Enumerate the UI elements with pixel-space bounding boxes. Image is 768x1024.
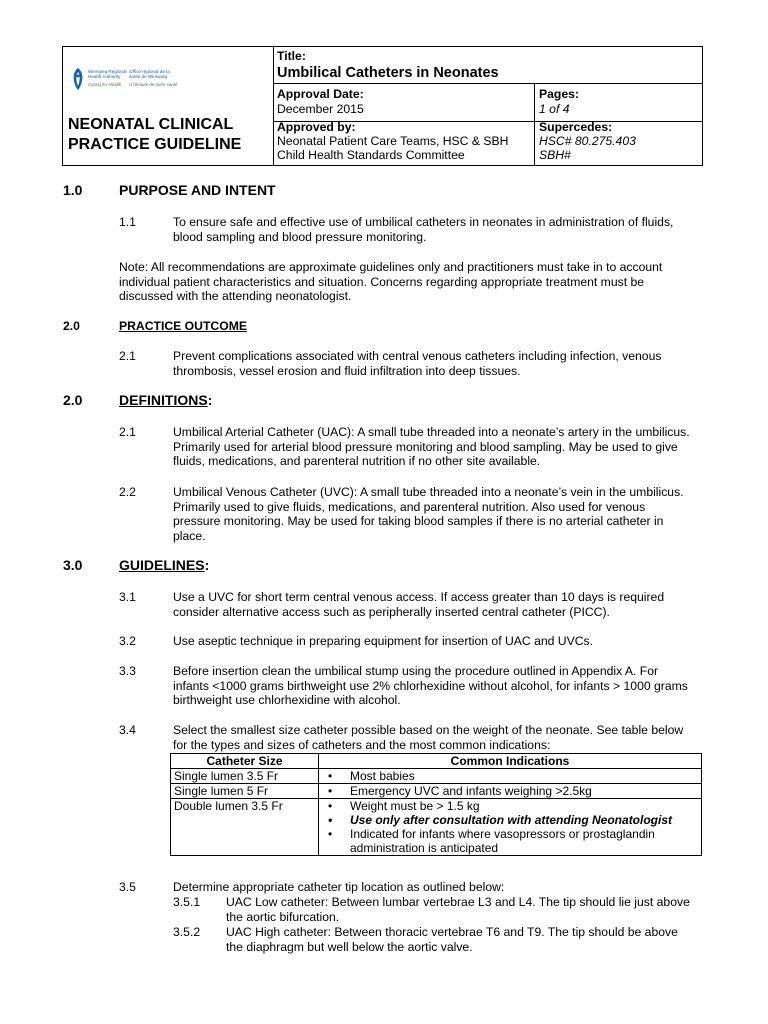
section-heading-definitions: DEFINITIONS: xyxy=(119,392,213,408)
item-number: 3.4 xyxy=(119,723,136,737)
table-header: Catheter Size xyxy=(171,754,319,769)
item-number: 3.2 xyxy=(119,634,136,648)
item-text: Use a UVC for short term central venous access. If access greater than 10 days is required consider alternative access such as peripherally inserted central catheter (PICC). xyxy=(173,590,665,619)
section-number-outcome: 2.0 xyxy=(63,319,80,333)
item-number: 2.1 xyxy=(119,349,136,363)
wrha-logo xyxy=(71,67,181,93)
table-row xyxy=(171,799,702,856)
item-number: 3.1 xyxy=(119,590,136,604)
table-row xyxy=(171,769,702,784)
item-number: 2.1 xyxy=(119,425,136,439)
wrha-logo-icon xyxy=(71,67,85,91)
table-header: Common Indications xyxy=(319,754,702,769)
table-cell xyxy=(319,784,702,799)
supercedes-label: Supercedes: xyxy=(539,120,613,134)
item-text: Prevent complications associated with central venous catheters including infection, venous thrombosis, vessel erosion and fluid infiltration into deep tissues. xyxy=(173,349,662,378)
logo-tagline-fr: À l'écoute de notre santé xyxy=(129,82,178,87)
logo-org-en: Winnipeg Regional Health Authority xyxy=(88,69,127,80)
item-number: 3.3 xyxy=(119,664,136,678)
approved-by-line1: Neonatal Patient Care Teams, HSC & SBH xyxy=(277,134,509,148)
section-number-purpose: 1.0 xyxy=(63,182,83,198)
item-text: Select the smallest size catheter possible based on the weight of the neonate. See table below for the types and sizes of catheters and the most common indications: xyxy=(173,723,684,752)
guideline-type-line1: NEONATAL CLINICAL xyxy=(68,116,234,133)
page-count: 1 of 4 xyxy=(539,102,570,116)
item-text: Umbilical Arterial Catheter (UAC): A small tube threaded into a neonate’s artery in the umbilicus. Primarily used for arterial blood pressure monitoring and blood sampling. May be used to give fluids, medications, and parenteral nutrition if no other site available. xyxy=(173,425,690,469)
logo-tagline-en: Caring for Health xyxy=(88,82,122,87)
item-number: 1.1 xyxy=(119,215,136,229)
item-number: 3.5 xyxy=(119,880,136,894)
approval-date: December 2015 xyxy=(277,102,364,116)
title-label: Title: xyxy=(277,49,306,63)
subitem-text: UAC High catheter: Between thoracic vertebrae T6 and T9. The tip should be above the diaphragm but well below the aortic valve. xyxy=(226,925,678,954)
table-row xyxy=(171,784,702,799)
item-text: Determine appropriate catheter tip location as outlined below: xyxy=(173,880,505,894)
list-item: • Indicated for infants where vasopressors or prostaglandin administration is anticipated xyxy=(350,827,698,855)
logo-org-fr: Office régional de la santé de Winnipeg xyxy=(129,69,170,80)
list-item: • Weight must be > 1.5 kg xyxy=(350,799,698,813)
section-number-guidelines: 3.0 xyxy=(63,557,83,573)
item-text: Before insertion clean the umbilical stump using the procedure outlined in Appendix A. For infants <1000 grams birthweight use 2% chlorhexidine without alcohol, for infants > 1000 grams birthweight use chlorhexidine with alcohol. xyxy=(173,664,688,708)
item-text: Umbilical Venous Catheter (UVC): A small tube threaded into a neonate’s vein in the umbilicus. Primarily used to give fluids, medications, and parenteral nutrition. Also used for venous pressure monitoring. May be used for taking blood samples if there is no arterial catheter in place. xyxy=(173,485,684,543)
approval-date-label: Approval Date: xyxy=(277,87,364,101)
catheter-table xyxy=(170,753,702,856)
list-item: • Emergency UVC and infants weighing >2.5kg xyxy=(350,784,698,798)
section-number-definitions: 2.0 xyxy=(63,392,83,408)
list-item: • Most babies xyxy=(350,769,698,783)
guideline-type xyxy=(68,115,241,155)
section-heading-purpose: PURPOSE AND INTENT xyxy=(119,182,276,198)
table-cell: Single lumen 3.5 Fr xyxy=(171,769,319,784)
document-header xyxy=(62,46,703,166)
pages-label: Pages: xyxy=(539,87,579,101)
supercedes-sbh: SBH# xyxy=(539,148,571,162)
table-cell: Single lumen 5 Fr xyxy=(171,784,319,799)
table-cell: Double lumen 3.5 Fr xyxy=(171,799,319,856)
item-number: 2.2 xyxy=(119,485,136,499)
approved-by-label: Approved by: xyxy=(277,120,356,134)
subitem-text: UAC Low catheter: Between lumbar vertebrae L3 and L4. The tip should lie just above the aortic bifurcation. xyxy=(226,895,690,924)
table-header-row xyxy=(171,754,702,769)
section-heading-outcome: PRACTICE OUTCOME xyxy=(119,319,247,333)
purpose-note: Note: All recommendations are approximate guidelines only and practitioners must take in to account individual patient characteristics and situation. Concerns regarding appropriate treatment must be discussed with the attending neonatologist. xyxy=(119,260,663,304)
document-title: Umbilical Catheters in Neonates xyxy=(277,65,499,81)
guideline-type-line2: PRACTICE GUIDELINE xyxy=(68,136,242,153)
item-text: Use aseptic technique in preparing equipment for insertion of UAC and UVCs. xyxy=(173,634,594,648)
subitem-number: 3.5.1 xyxy=(173,895,201,909)
table-cell xyxy=(319,769,702,784)
table-cell xyxy=(319,799,702,856)
list-item-emphasis: • Use only after consultation with attending Neonatologist xyxy=(350,813,698,827)
approved-by-line2: Child Health Standards Committee xyxy=(277,148,465,162)
supercedes-hsc: HSC# 80.275.403 xyxy=(539,134,636,148)
section-heading-guidelines: GUIDELINES: xyxy=(119,557,210,573)
item-text: To ensure safe and effective use of umbilical catheters in neonates in administration of fluids, blood sampling and blood pressure monitoring. xyxy=(173,215,674,244)
subitem-number: 3.5.2 xyxy=(173,925,201,939)
